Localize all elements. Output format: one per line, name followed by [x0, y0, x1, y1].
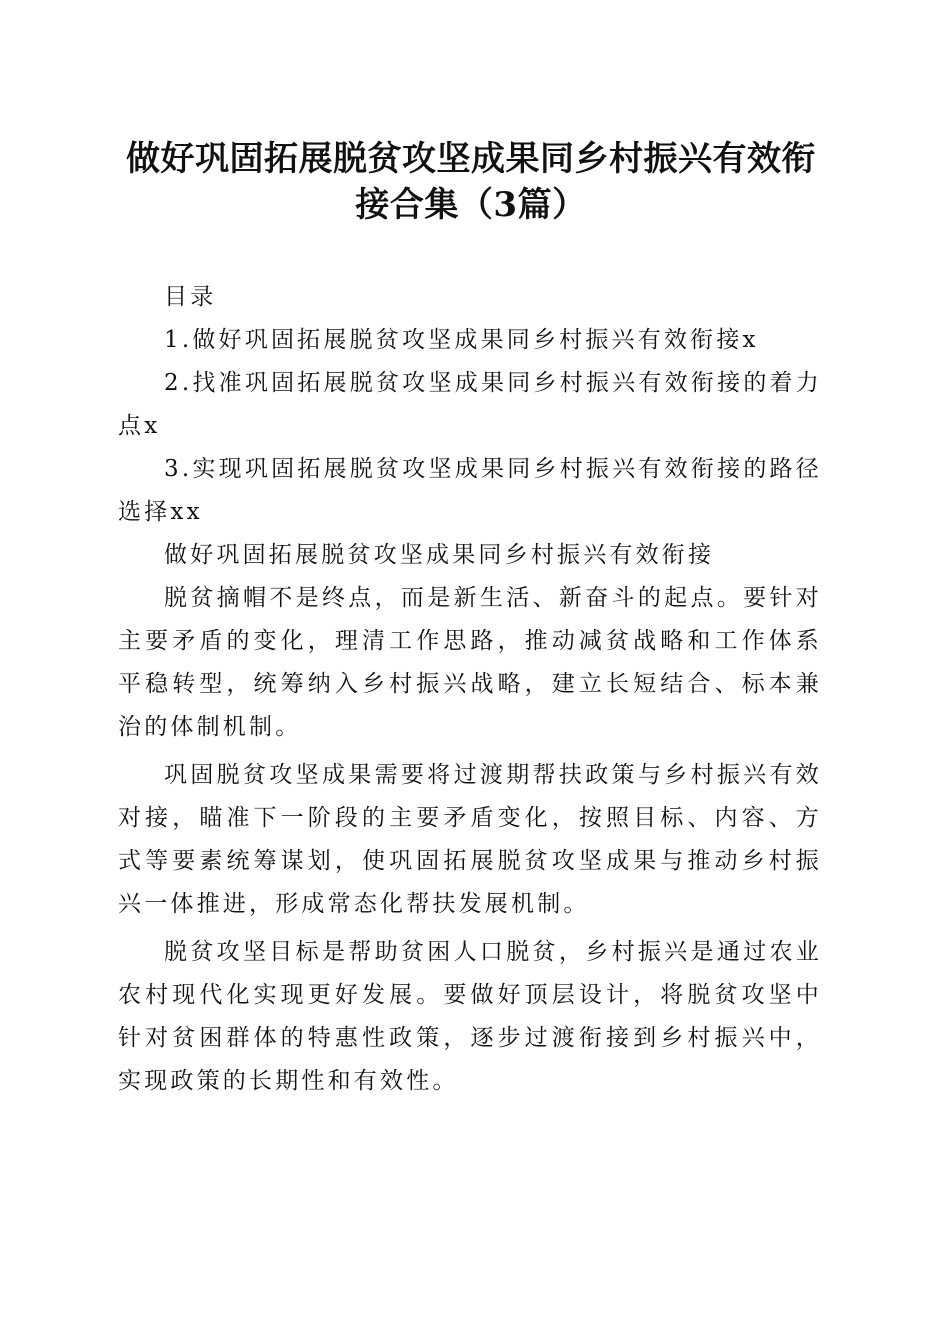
toc-item-3: 3.实现巩固拓展脱贫攻坚成果同乡村振兴有效衔接的路径选择xx	[118, 456, 822, 525]
body-paragraph: 脱贫摘帽不是终点，而是新生活、新奋斗的起点。要针对主要矛盾的变化，理清工作思路，推动减贫战略和工作体系平稳转型，统筹纳入乡村振兴战略，建立长短结合、标本兼治的体制机制。	[118, 585, 822, 740]
document-title: 做好巩固拓展脱贫攻坚成果同乡村振兴有效衔接合集（3篇）	[126, 139, 816, 225]
document-body	[118, 276, 822, 1103]
section-title: 做好巩固拓展脱贫攻坚成果同乡村振兴有效衔接	[164, 542, 715, 568]
toc-heading: 目录	[164, 284, 217, 310]
body-paragraph: 巩固脱贫攻坚成果需要将过渡期帮扶政策与乡村振兴有效对接，瞄准下一阶段的主要矛盾变化，按照目标、内容、方式等要素统筹谋划，使巩固拓展脱贫攻坚成果与推动乡村振兴一体推进，形成常态化帮扶发展机制。	[118, 762, 822, 917]
toc-item-1: 1.做好巩固拓展脱贫攻坚成果同乡村振兴有效衔接x	[164, 327, 759, 353]
toc-item-2: 2.找准巩固拓展脱贫攻坚成果同乡村振兴有效衔接的着力点x	[118, 370, 822, 439]
body-paragraph: 脱贫攻坚目标是帮助贫困人口脱贫，乡村振兴是通过农业农村现代化实现更好发展。要做好顶层设计，将脱贫攻坚中针对贫困群体的特惠性政策，逐步过渡衔接到乡村振兴中，实现政策的长期性和有效性。	[118, 939, 822, 1094]
